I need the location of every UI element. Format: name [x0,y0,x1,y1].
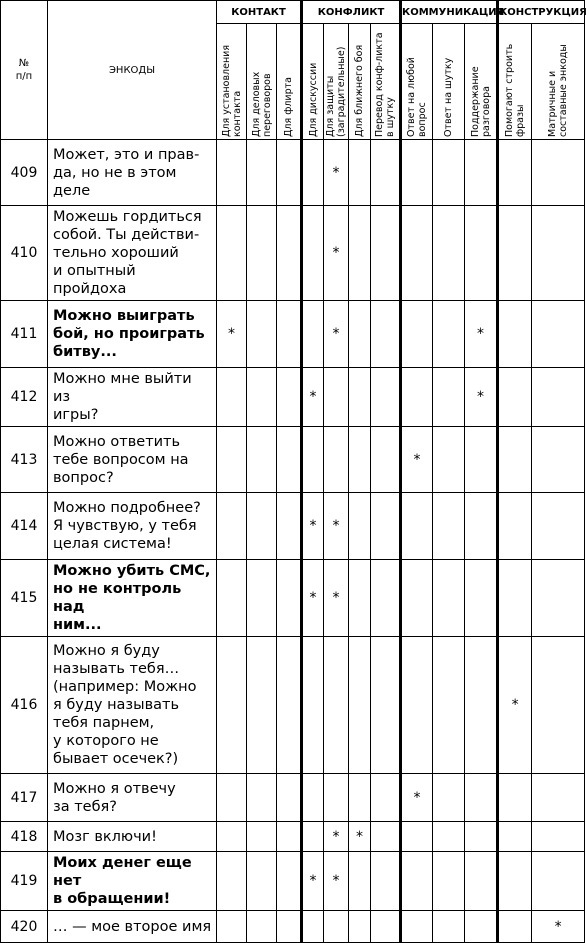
mark-cell [302,637,324,774]
mark-cell [371,822,401,852]
mark-cell [277,560,302,637]
table-row [1,206,585,301]
asterisk-mark: * [413,789,421,806]
mark-cell [532,140,585,206]
mark-cell [247,560,277,637]
column-header-label: Помогают строить фразы [504,43,527,137]
mark-cell [324,637,349,774]
mark-cell [465,637,498,774]
column-header-label: Поддержание разговора [469,65,492,137]
column-header-label: Для деловых переговоров [250,71,273,137]
mark-cell [433,911,465,943]
row-number: 410 [1,206,48,301]
mark-cell [465,911,498,943]
encode-text: Может, это и прав- да, но не в этом деле [48,140,217,206]
mark-cell [498,911,532,943]
mark-cell [498,368,532,427]
column-header-label: Матричные и составные энкоды [547,43,570,137]
asterisk-mark: * [332,164,340,181]
mark-cell [532,427,585,493]
encode-text: Можешь гордиться собой. Ты действи- тельно хороший и опытный пройдоха [48,206,217,301]
asterisk-mark: * [511,697,519,713]
mark-cell [302,822,324,852]
mark-cell [532,560,585,637]
mark-cell [324,911,349,943]
encode-text: Можно я буду называть тебя… (например: Можно я буду называть тебя парнем, у которого не бывает осечек?) [48,637,217,774]
mark-cell [349,822,371,852]
mark-cell [433,427,465,493]
mark-cell [401,427,433,493]
mark-cell [277,852,302,911]
mark-cell [401,301,433,368]
mark-cell [401,140,433,206]
mark-cell [302,560,324,637]
mark-cell [247,637,277,774]
mark-cell [498,493,532,560]
column-header-4 [302,24,324,140]
mark-cell [465,822,498,852]
mark-cell [371,368,401,427]
row-number: 417 [1,774,48,822]
mark-cell [532,493,585,560]
encodes-header: ЭНКОДЫ [48,1,217,140]
row-number: 415 [1,560,48,637]
mark-cell [498,822,532,852]
mark-cell [217,427,247,493]
mark-cell [217,368,247,427]
asterisk-mark: * [228,326,235,342]
mark-cell [498,560,532,637]
mark-cell [277,637,302,774]
table-row [1,822,585,852]
mark-cell [277,822,302,852]
mark-cell [324,140,349,206]
mark-cell [498,206,532,301]
mark-cell [302,206,324,301]
column-header-12 [532,24,585,140]
mark-cell [371,301,401,368]
mark-cell [277,774,302,822]
mark-cell [532,637,585,774]
mark-cell [302,427,324,493]
table-row [1,774,585,822]
mark-cell [371,493,401,560]
mark-cell [465,427,498,493]
encode-text: Можно ответить тебе вопросом на вопрос? [48,427,217,493]
number-header-label: № п/п [15,58,33,82]
mark-cell [349,140,371,206]
mark-cell [217,774,247,822]
mark-cell [277,427,302,493]
mark-cell [324,368,349,427]
mark-cell [277,206,302,301]
asterisk-mark: * [554,918,562,935]
number-header [1,1,48,140]
mark-cell [349,560,371,637]
asterisk-mark: * [332,326,340,342]
mark-cell [433,140,465,206]
table-row [1,301,585,368]
mark-cell [277,140,302,206]
mark-cell [532,852,585,911]
column-header-2 [247,24,277,140]
mark-cell [247,301,277,368]
asterisk-mark: * [477,326,485,342]
row-number: 416 [1,637,48,774]
mark-cell [277,493,302,560]
table-row [1,560,585,637]
column-header-8 [401,24,433,140]
encode-text: Можно убить СМС, но не контроль над ним... [48,560,217,637]
mark-cell [247,140,277,206]
asterisk-mark: * [309,518,317,534]
column-header-5 [324,24,349,140]
mark-cell [401,206,433,301]
asterisk-mark: * [309,590,317,606]
row-number: 420 [1,911,48,943]
mark-cell [217,206,247,301]
mark-cell [247,206,277,301]
column-header-6 [349,24,371,140]
mark-cell [349,493,371,560]
encode-text: Моих денег еще нет в обращении! [48,852,217,911]
mark-cell [302,852,324,911]
column-header-label: Ответ на шутку [443,57,455,137]
row-number: 411 [1,301,48,368]
mark-cell [401,493,433,560]
mark-cell [217,493,247,560]
table-row [1,368,585,427]
mark-cell [324,493,349,560]
mark-cell [532,206,585,301]
mark-cell [498,774,532,822]
mark-cell [433,822,465,852]
mark-cell [349,911,371,943]
mark-cell [401,637,433,774]
mark-cell [401,852,433,911]
asterisk-mark: * [477,389,485,405]
mark-cell [324,560,349,637]
mark-cell [302,493,324,560]
row-number: 409 [1,140,48,206]
column-header-label: Для флирта [283,76,295,137]
mark-cell [433,301,465,368]
mark-cell [371,206,401,301]
encode-text: Мозг включи! [48,822,217,852]
column-header-label: Для ближнего боя [354,44,366,137]
mark-cell [302,368,324,427]
encode-text: Можно подробнее? Я чувствую, у тебя целая система! [48,493,217,560]
mark-cell [324,822,349,852]
mark-cell [277,301,302,368]
mark-cell [465,368,498,427]
mark-cell [324,301,349,368]
row-number: 413 [1,427,48,493]
mark-cell [217,140,247,206]
mark-cell [217,911,247,943]
mark-cell [401,911,433,943]
mark-cell [247,822,277,852]
mark-cell [302,140,324,206]
mark-cell [349,301,371,368]
mark-cell [277,368,302,427]
mark-cell [465,206,498,301]
mark-cell [401,560,433,637]
mark-cell [498,852,532,911]
mark-cell [247,493,277,560]
row-number: 412 [1,368,48,427]
encode-text: Можно выиграть бой, но проиграть битву... [48,301,217,368]
column-header-9 [433,24,465,140]
mark-cell [371,560,401,637]
column-header-3 [277,24,302,140]
group-contact: КОНТАКТ [217,1,302,24]
encode-text: … — мое второе имя [48,911,217,943]
column-header-10 [465,24,498,140]
mark-cell [498,301,532,368]
mark-cell [498,140,532,206]
mark-cell [465,560,498,637]
mark-cell [371,637,401,774]
asterisk-mark: * [309,873,317,889]
table-row [1,852,585,911]
mark-cell [217,301,247,368]
mark-cell [247,368,277,427]
mark-cell [247,427,277,493]
mark-cell [349,427,371,493]
mark-cell [433,206,465,301]
column-header-1 [217,24,247,140]
column-header-label: Перевод конф-ликта в шутку [374,31,397,137]
row-number: 414 [1,493,48,560]
mark-cell [349,852,371,911]
mark-cell [349,774,371,822]
asterisk-mark: * [332,828,340,845]
mark-cell [401,774,433,822]
encode-text: Можно мне выйти из игры? [48,368,217,427]
mark-cell [217,560,247,637]
mark-cell [217,852,247,911]
column-header-7 [371,24,401,140]
mark-cell [349,637,371,774]
column-header-label: Ответ на любой вопрос [406,56,429,137]
table-row [1,911,585,943]
column-header-label: Для установления контакта [220,44,243,137]
mark-cell [465,140,498,206]
row-number: 418 [1,822,48,852]
mark-cell [532,911,585,943]
mark-cell [324,852,349,911]
mark-cell [433,560,465,637]
mark-cell [371,140,401,206]
table-row [1,427,585,493]
mark-cell [247,774,277,822]
mark-cell [465,774,498,822]
mark-cell [371,427,401,493]
mark-cell [532,368,585,427]
table-row [1,140,585,206]
column-header-11 [498,24,532,140]
mark-cell [433,774,465,822]
mark-cell [371,774,401,822]
mark-cell [324,774,349,822]
asterisk-mark: * [413,451,421,468]
mark-cell [532,822,585,852]
table-row [1,637,585,774]
mark-cell [532,774,585,822]
row-number: 419 [1,852,48,911]
mark-cell [349,206,371,301]
mark-cell [247,911,277,943]
mark-cell [433,637,465,774]
mark-cell [433,852,465,911]
mark-cell [401,822,433,852]
asterisk-mark: * [309,389,317,405]
mark-cell [324,206,349,301]
encode-text: Можно я отвечу за тебя? [48,774,217,822]
mark-cell [498,637,532,774]
mark-cell [433,493,465,560]
mark-cell [465,301,498,368]
table-row [1,493,585,560]
mark-cell [465,852,498,911]
mark-cell [371,852,401,911]
mark-cell [371,911,401,943]
asterisk-mark: * [332,873,340,889]
mark-cell [465,493,498,560]
asterisk-mark: * [332,590,340,606]
mark-cell [302,301,324,368]
asterisk-mark: * [356,828,364,845]
mark-cell [401,368,433,427]
asterisk-mark: * [332,518,340,534]
mark-cell [349,368,371,427]
mark-cell [302,774,324,822]
mark-cell [324,427,349,493]
group-conflict: КОНФЛИКТ [302,1,401,24]
column-header-label: Для дискуссии [307,62,319,137]
mark-cell [217,822,247,852]
mark-cell [277,911,302,943]
group-communication: КОММУНИКАЦИЯ [401,1,498,24]
mark-cell [247,852,277,911]
column-header-label: Для защиты (заградительные) [325,46,348,137]
mark-cell [433,368,465,427]
mark-cell [217,637,247,774]
mark-cell [532,301,585,368]
group-construction: КОНСТРУКЦИЯ [498,1,585,24]
mark-cell [302,911,324,943]
asterisk-mark: * [332,245,340,261]
mark-cell [498,427,532,493]
